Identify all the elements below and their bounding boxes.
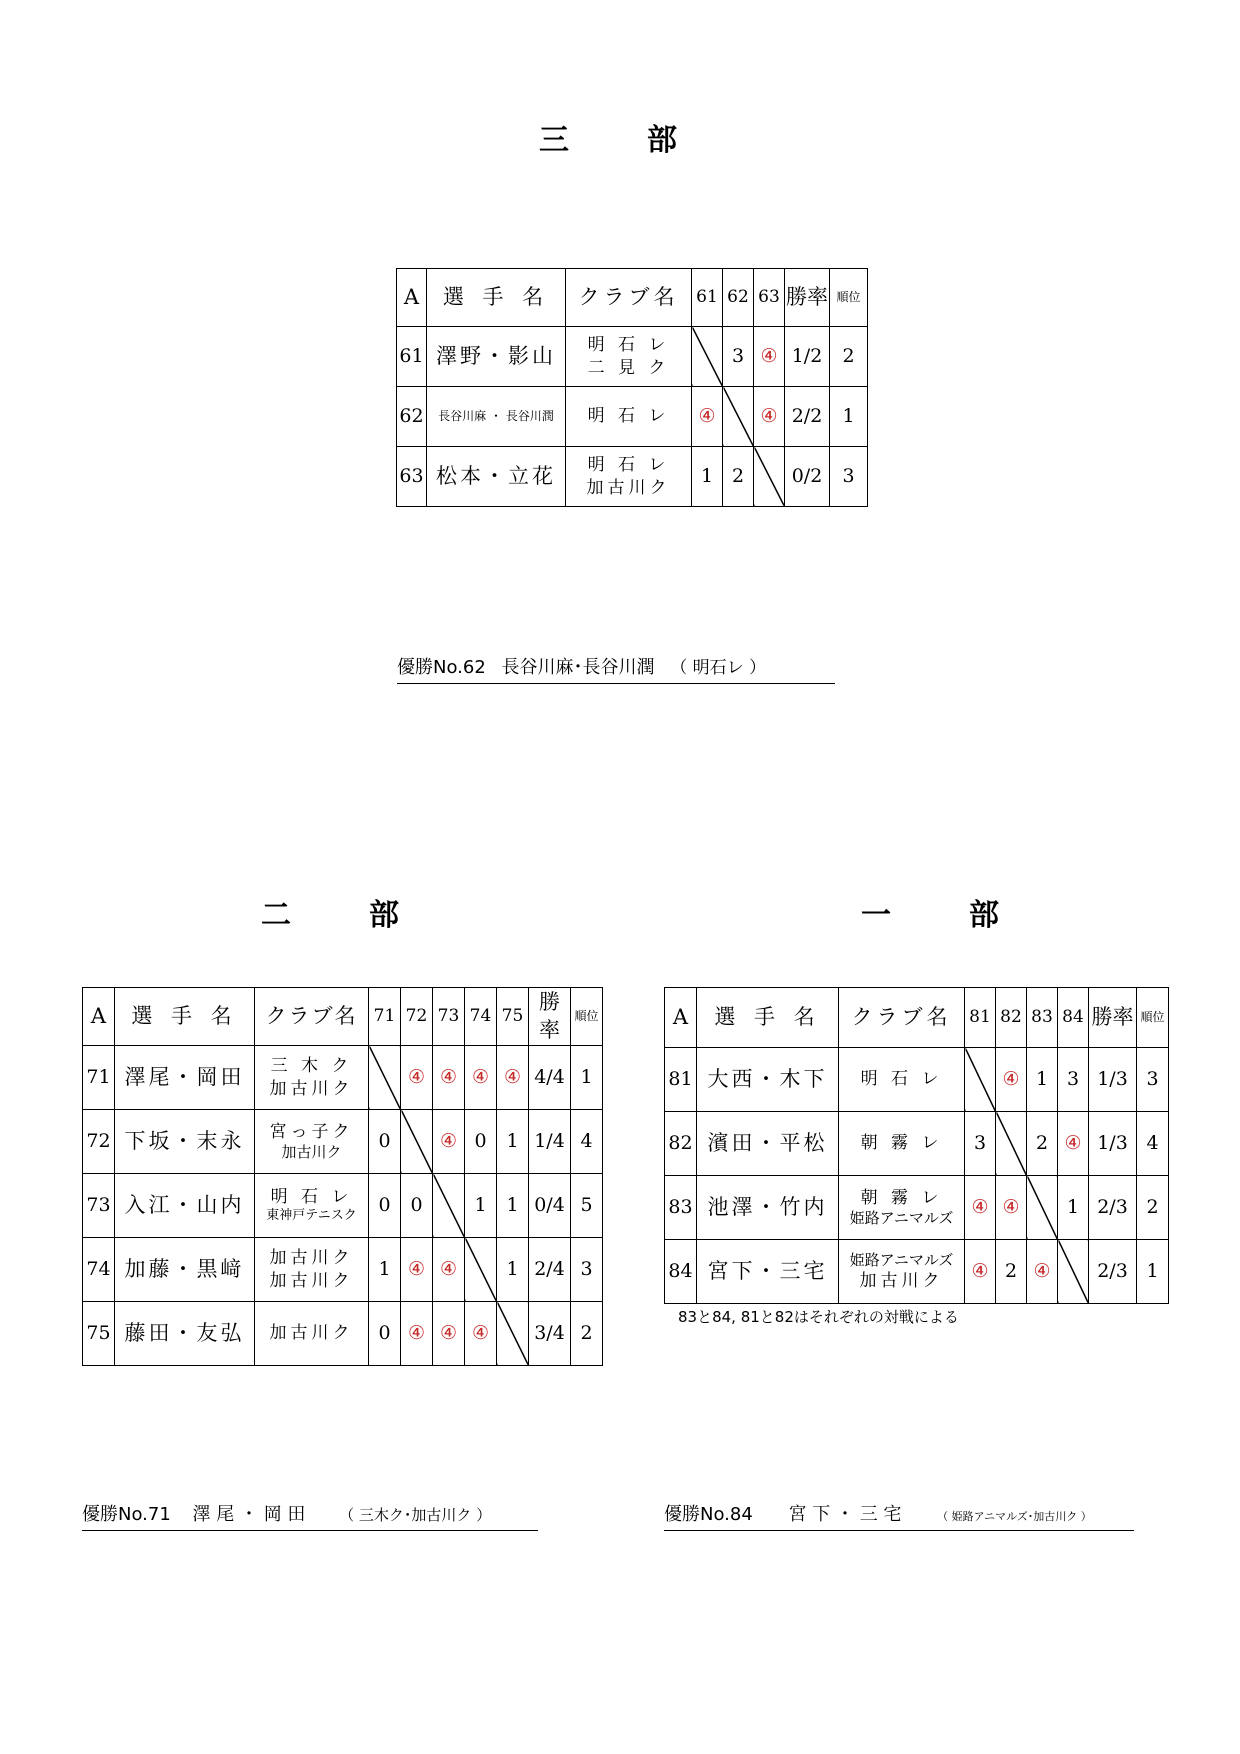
winner-line-first: [664, 1500, 1134, 1531]
winner-club: （ 三木ク･加古川ク ）: [339, 1506, 492, 1524]
match-result: 2: [996, 1240, 1027, 1304]
club-line-1: 明 石 レ: [587, 406, 670, 427]
section-title-first: 一 部: [861, 898, 1023, 933]
self-match-cell: [1027, 1176, 1058, 1240]
club-line-1: 明 石 レ: [860, 1069, 943, 1090]
match-result: ④: [754, 387, 785, 447]
club-line-2: 東神戸テニスク: [266, 1208, 357, 1224]
match-result: 1: [369, 1238, 401, 1302]
self-match-cell: [465, 1238, 497, 1302]
col-header: 73: [433, 988, 465, 1046]
club-line-1: 朝 霧 レ: [860, 1187, 943, 1208]
entry-no: 73: [83, 1174, 115, 1238]
table-row: [397, 387, 868, 447]
section-title-third: 三 部: [539, 123, 701, 158]
results-table-second: [82, 987, 603, 1366]
winner-names: 澤 尾 ・ 岡 田: [192, 1504, 306, 1525]
results-table-third: [396, 268, 868, 507]
header-row: [397, 269, 868, 327]
player-names: 長谷川麻 ・ 長谷川潤: [427, 387, 566, 447]
club-cell: [839, 1112, 965, 1176]
match-result: ④: [965, 1240, 996, 1304]
table-row: [665, 1176, 1169, 1240]
rank: 2: [1137, 1176, 1169, 1240]
table-row: [83, 1110, 603, 1174]
club-cell: [255, 1046, 369, 1110]
winner-line-third: [397, 653, 835, 684]
match-result: 2: [723, 447, 754, 507]
col-header: 勝率: [529, 988, 571, 1046]
self-match-cell: [723, 387, 754, 447]
match-result: 0: [369, 1110, 401, 1174]
club-line-2: 加古川ク: [269, 1270, 354, 1291]
entry-no: 63: [397, 447, 427, 507]
results-table-first: [664, 987, 1169, 1304]
self-match-cell: [497, 1302, 529, 1366]
match-result: 1: [465, 1174, 497, 1238]
club-line-1: 三 木 ク: [270, 1056, 353, 1077]
table-row: [665, 1112, 1169, 1176]
rank: 5: [571, 1174, 603, 1238]
winner-label: 優勝No.71: [82, 1504, 171, 1525]
club-line-1: 加古川ク: [269, 1248, 354, 1269]
table-row: [665, 1048, 1169, 1112]
club-line-2: 加古川ク: [859, 1271, 944, 1292]
col-header: 62: [723, 269, 754, 327]
win-rate: 3/4: [529, 1302, 571, 1366]
club-line-2: 姫路アニマルズ: [849, 1208, 954, 1227]
match-result: ④: [1058, 1112, 1089, 1176]
win-rate: 1/2: [785, 327, 830, 387]
entry-no: 81: [665, 1048, 697, 1112]
player-names: 入江・山内: [115, 1174, 255, 1238]
win-rate: 2/3: [1089, 1176, 1137, 1240]
player-names: 松本・立花: [427, 447, 566, 507]
col-header: 81: [965, 988, 996, 1048]
entry-no: 61: [397, 327, 427, 387]
match-result: ④: [1027, 1240, 1058, 1304]
match-result: ④: [401, 1302, 433, 1366]
club-cell: [255, 1174, 369, 1238]
match-result: 1: [1027, 1048, 1058, 1112]
table-row: [665, 1240, 1169, 1304]
col-header: クラブ名: [566, 269, 692, 327]
player-names: 池澤・竹内: [697, 1176, 839, 1240]
header-row: [83, 988, 603, 1046]
club-line-1: 朝 霧 レ: [860, 1133, 943, 1154]
club-line-1: 加古川ク: [269, 1323, 354, 1344]
entry-no: 62: [397, 387, 427, 447]
col-header: 選 手 名: [427, 269, 566, 327]
match-result: ④: [996, 1048, 1027, 1112]
self-match-cell: [692, 327, 723, 387]
club-cell: [566, 327, 692, 387]
rank: 1: [1137, 1240, 1169, 1304]
col-header: 74: [465, 988, 497, 1046]
col-header: 勝率: [1089, 988, 1137, 1048]
col-header: 勝率: [785, 269, 830, 327]
match-result: ④: [996, 1176, 1027, 1240]
winner-club: （ 明石レ ）: [670, 658, 767, 678]
club-line-2: 加古川ク: [269, 1078, 354, 1099]
rank: 1: [830, 387, 868, 447]
match-result: 1: [497, 1174, 529, 1238]
table-row: [397, 327, 868, 387]
club-line-1: 宮っ子ク: [269, 1121, 354, 1142]
self-match-cell: [1058, 1240, 1089, 1304]
win-rate: 1/4: [529, 1110, 571, 1174]
match-result: 1: [497, 1110, 529, 1174]
section-title-second: 二 部: [261, 898, 423, 933]
col-header: 順位: [1137, 988, 1169, 1048]
match-result: 0: [369, 1174, 401, 1238]
rank: 1: [571, 1046, 603, 1110]
rank: 3: [1137, 1048, 1169, 1112]
match-result: 1: [692, 447, 723, 507]
win-rate: 0/2: [785, 447, 830, 507]
rank: 2: [830, 327, 868, 387]
player-names: 大西・木下: [697, 1048, 839, 1112]
col-header: 84: [1058, 988, 1089, 1048]
win-rate: 1/3: [1089, 1112, 1137, 1176]
entry-no: 74: [83, 1238, 115, 1302]
col-header: 順位: [571, 988, 603, 1046]
col-header: 選 手 名: [115, 988, 255, 1046]
match-result: ④: [465, 1046, 497, 1110]
tiebreak-note: 83と84, 81と82はそれぞれの対戦による: [678, 1308, 959, 1326]
self-match-cell: [433, 1174, 465, 1238]
col-header: A: [397, 269, 427, 327]
club-cell: [566, 387, 692, 447]
player-names: 下坂・末永: [115, 1110, 255, 1174]
table-row: [397, 447, 868, 507]
match-result: 1: [497, 1238, 529, 1302]
match-result: ④: [401, 1238, 433, 1302]
winner-club: （ 姫路アニマルズ･加古川ク ）: [937, 1510, 1092, 1523]
match-result: 0: [465, 1110, 497, 1174]
match-result: 1: [1058, 1176, 1089, 1240]
match-result: ④: [692, 387, 723, 447]
club-cell: [839, 1176, 965, 1240]
entry-no: 82: [665, 1112, 697, 1176]
table-row: [83, 1174, 603, 1238]
entry-no: 84: [665, 1240, 697, 1304]
header-row: [665, 988, 1169, 1048]
winner-line-second: [82, 1500, 538, 1531]
win-rate: 2/3: [1089, 1240, 1137, 1304]
player-names: 加藤・黒﨑: [115, 1238, 255, 1302]
win-rate: 4/4: [529, 1046, 571, 1110]
col-header: クラブ名: [839, 988, 965, 1048]
table-row: [83, 1046, 603, 1110]
col-header: 選 手 名: [697, 988, 839, 1048]
self-match-cell: [965, 1048, 996, 1112]
col-header: 75: [497, 988, 529, 1046]
club-line-1: 明 石 レ: [587, 455, 670, 476]
match-result: ④: [433, 1302, 465, 1366]
col-header: A: [665, 988, 697, 1048]
club-cell: [255, 1302, 369, 1366]
col-header: 72: [401, 988, 433, 1046]
club-line-1: 明 石 レ: [587, 335, 670, 356]
club-cell: [839, 1048, 965, 1112]
match-result: ④: [965, 1176, 996, 1240]
col-header: 順位: [830, 269, 868, 327]
win-rate: 2/4: [529, 1238, 571, 1302]
winner-label: 優勝No.62: [397, 657, 486, 678]
rank: 4: [1137, 1112, 1169, 1176]
match-result: 0: [401, 1174, 433, 1238]
win-rate: 2/2: [785, 387, 830, 447]
self-match-cell: [369, 1046, 401, 1110]
rank: 3: [830, 447, 868, 507]
win-rate: 1/3: [1089, 1048, 1137, 1112]
club-cell: [566, 447, 692, 507]
match-result: ④: [465, 1302, 497, 1366]
win-rate: 0/4: [529, 1174, 571, 1238]
match-result: ④: [433, 1238, 465, 1302]
club-line-1: 姫路アニマルズ: [849, 1250, 954, 1269]
self-match-cell: [996, 1112, 1027, 1176]
player-names: 濱田・平松: [697, 1112, 839, 1176]
club-line-2: 二 見 ク: [587, 357, 670, 378]
player-names: 澤尾・岡田: [115, 1046, 255, 1110]
match-result: ④: [754, 327, 785, 387]
col-header: クラブ名: [255, 988, 369, 1046]
club-cell: [839, 1240, 965, 1304]
table-row: [83, 1238, 603, 1302]
club-line-2: 加古川ク: [281, 1142, 342, 1161]
col-header: A: [83, 988, 115, 1046]
match-result: 3: [965, 1112, 996, 1176]
match-result: ④: [433, 1046, 465, 1110]
col-header: 61: [692, 269, 723, 327]
player-names: 澤野・影山: [427, 327, 566, 387]
col-header: 83: [1027, 988, 1058, 1048]
match-result: ④: [497, 1046, 529, 1110]
col-header: 82: [996, 988, 1027, 1048]
winner-names: 宮 下 ・ 三 宅: [788, 1504, 902, 1525]
self-match-cell: [401, 1110, 433, 1174]
winner-names: 長谷川麻･長谷川潤: [501, 657, 655, 678]
club-line-2: 加古川ク: [586, 477, 671, 498]
player-names: 藤田・友弘: [115, 1302, 255, 1366]
match-result: 3: [723, 327, 754, 387]
entry-no: 72: [83, 1110, 115, 1174]
match-result: ④: [433, 1110, 465, 1174]
entry-no: 75: [83, 1302, 115, 1366]
match-result: 0: [369, 1302, 401, 1366]
self-match-cell: [754, 447, 785, 507]
rank: 3: [571, 1238, 603, 1302]
rank: 4: [571, 1110, 603, 1174]
col-header: 71: [369, 988, 401, 1046]
match-result: 2: [1027, 1112, 1058, 1176]
club-line-1: 明 石 レ: [270, 1187, 353, 1207]
winner-label: 優勝No.84: [664, 1504, 753, 1525]
player-names: 宮下・三宅: [697, 1240, 839, 1304]
table-row: [83, 1302, 603, 1366]
rank: 2: [571, 1302, 603, 1366]
entry-no: 83: [665, 1176, 697, 1240]
col-header: 63: [754, 269, 785, 327]
match-result: 3: [1058, 1048, 1089, 1112]
entry-no: 71: [83, 1046, 115, 1110]
club-cell: [255, 1238, 369, 1302]
match-result: ④: [401, 1046, 433, 1110]
club-cell: [255, 1110, 369, 1174]
